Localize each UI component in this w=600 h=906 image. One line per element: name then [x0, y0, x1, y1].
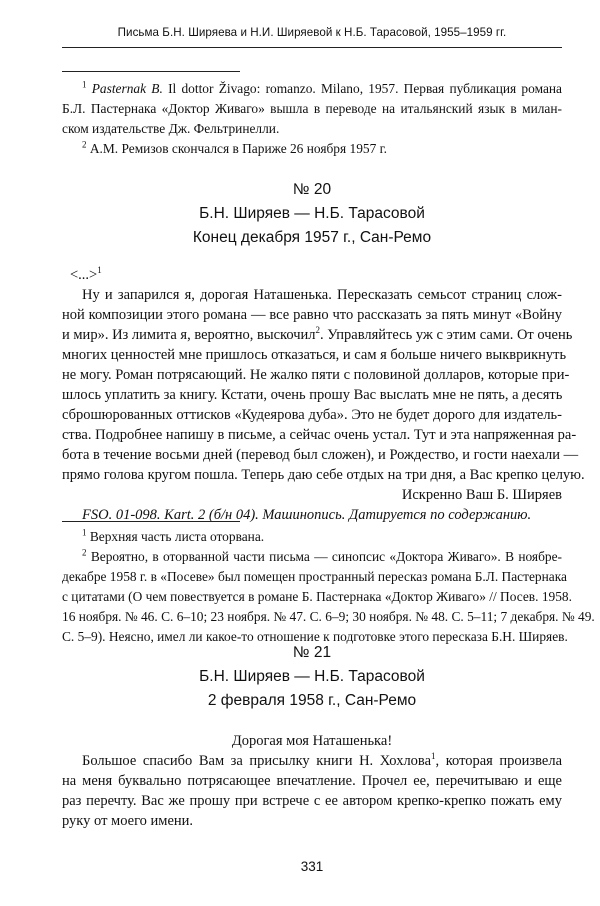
footnote-2-line: С. 5–9). Неясно, имел ли какое-то отношение к подготовке этого пересказа Б.Н. Ширяев.: [62, 629, 568, 644]
footnote-2-line: 16 ноября. № 46. С. 6–10; 23 ноября. № 47. С. 6–9; 30 ноября. № 48. С. 5–11; 7 декабря. № 49.: [62, 609, 595, 624]
text-line: ства. Подробнее напишу в письме, а сейчас очень устал. Тут и эта напряженная ра-: [62, 427, 577, 443]
text-line: прямо голова кругом пошла. Теперь даю себе отдых на три дня, а Вас крепко целую.: [62, 467, 585, 483]
doc-number: № 21: [292, 644, 332, 661]
footnote-2-line: с цитатами (О чем повествуется в романе Б. Пастернака «Доктор Живаго» // Посев. 1958.: [62, 589, 572, 604]
text-line: на меня буквально потрясающее впечатление. Прочел ее, перечитываю и еще: [62, 773, 562, 789]
doc-20-heading: [62, 178, 562, 250]
running-head: Письма Б.Н. Ширяева и Н.И. Ширяевой к Н.Б. Тарасовой, 1955–1959 гг.: [117, 26, 507, 39]
text-line: бота в течение восьми дней (перевод был сложен), и Рождество, и гости наехали —: [62, 447, 579, 463]
doc-date-place: Конец декабря 1957 г., Сан-Ремо: [192, 229, 432, 246]
doc-21-body: [62, 731, 562, 831]
text-line: и мир». Из лимита я, вероятно, выскочил$^2$. Управляйтесь уж с этим сами. От очень: [62, 325, 573, 343]
salutation: Дорогая моя Наташенька!: [231, 733, 393, 749]
footnote-1: $^1$ Pasternak B. Il dottor Živago: romanzo. Milano, 1957. Первая публикация романа: [82, 79, 563, 96]
text-line: Большое спасибо Вам за присылку книги Н. Хохлова$^1$, которая произвела: [82, 751, 562, 769]
text-line: многих ценностей мне пришлось отказаться, и сам я больше ничего выкврикнуть: [62, 347, 567, 363]
page-number: 331: [300, 859, 324, 874]
footnote-2-line: декабре 1958 г. в «Посеве» был помещен пространный пересказ романа Б.Л. Пастернака: [62, 569, 567, 584]
ellipsis-mark: <...>$^1$: [70, 265, 102, 283]
footnote-2: $^2$ Вероятно, в оторванной части письма — синопсис «Доктора Живаго». В ноябре-: [82, 547, 562, 564]
footnote-rule-mid: [62, 521, 240, 522]
text-line: шлось уплатить за книгу. Кстати, очень прошу Вас выслать мне не пять, а десять: [62, 387, 563, 403]
footnote-2: $^2$ А.М. Ремизов скончался в Париже 26 ноября 1957 г.: [82, 139, 387, 156]
footnote-1-line: Б.Л. Пастернака «Доктор Живаго» вышла в переводе на итальянский язык в милан-: [62, 101, 562, 116]
text-line: сброшюрованных оттисков «Кудеярова дуба». Это не будет дорого для издатель-: [62, 407, 562, 423]
doc-correspondents: Б.Н. Ширяев — Н.Б. Тарасовой: [199, 205, 425, 222]
text-line: ной композиции этого романа — все равно что рассказать за пять минут «Войну: [62, 307, 562, 323]
signature: Искренно Ваш Б. Ширяев: [401, 487, 562, 503]
archive-reference: FSO. 01-098. Kart. 2 (б/н 04). Машинопись. Датируется по содержанию.: [82, 507, 532, 523]
doc-correspondents: Б.Н. Ширяев — Н.Б. Тарасовой: [199, 668, 425, 685]
footnote-rule-top: [62, 71, 240, 72]
footnotes-mid: [62, 527, 595, 647]
footnote-1: $^1$ Верхняя часть листа оторвана.: [82, 527, 265, 544]
doc-21-heading: [62, 641, 562, 713]
text-line: Ну и запарился я, дорогая Наташенька. Пересказать семьсот страниц слож-: [82, 287, 562, 303]
doc-date-place: 2 февраля 1958 г., Сан-Ремо: [207, 692, 417, 709]
text-line: раз перечту. Вас же прошу при встрече с ее автором крепко-крепко пожать ему: [62, 793, 562, 809]
doc-number: № 20: [292, 181, 332, 198]
text-line: руку от моего имени.: [62, 813, 194, 829]
doc-20-body: [62, 265, 585, 525]
text-line: не могу. Роман потрясающий. Не жалко пяти с половиной долларов, которые при-: [62, 367, 570, 383]
header-rule: [62, 47, 562, 48]
footnote-1-line: ском издательстве Дж. Фельтринелли.: [62, 121, 280, 136]
footnotes-top: [62, 79, 562, 159]
